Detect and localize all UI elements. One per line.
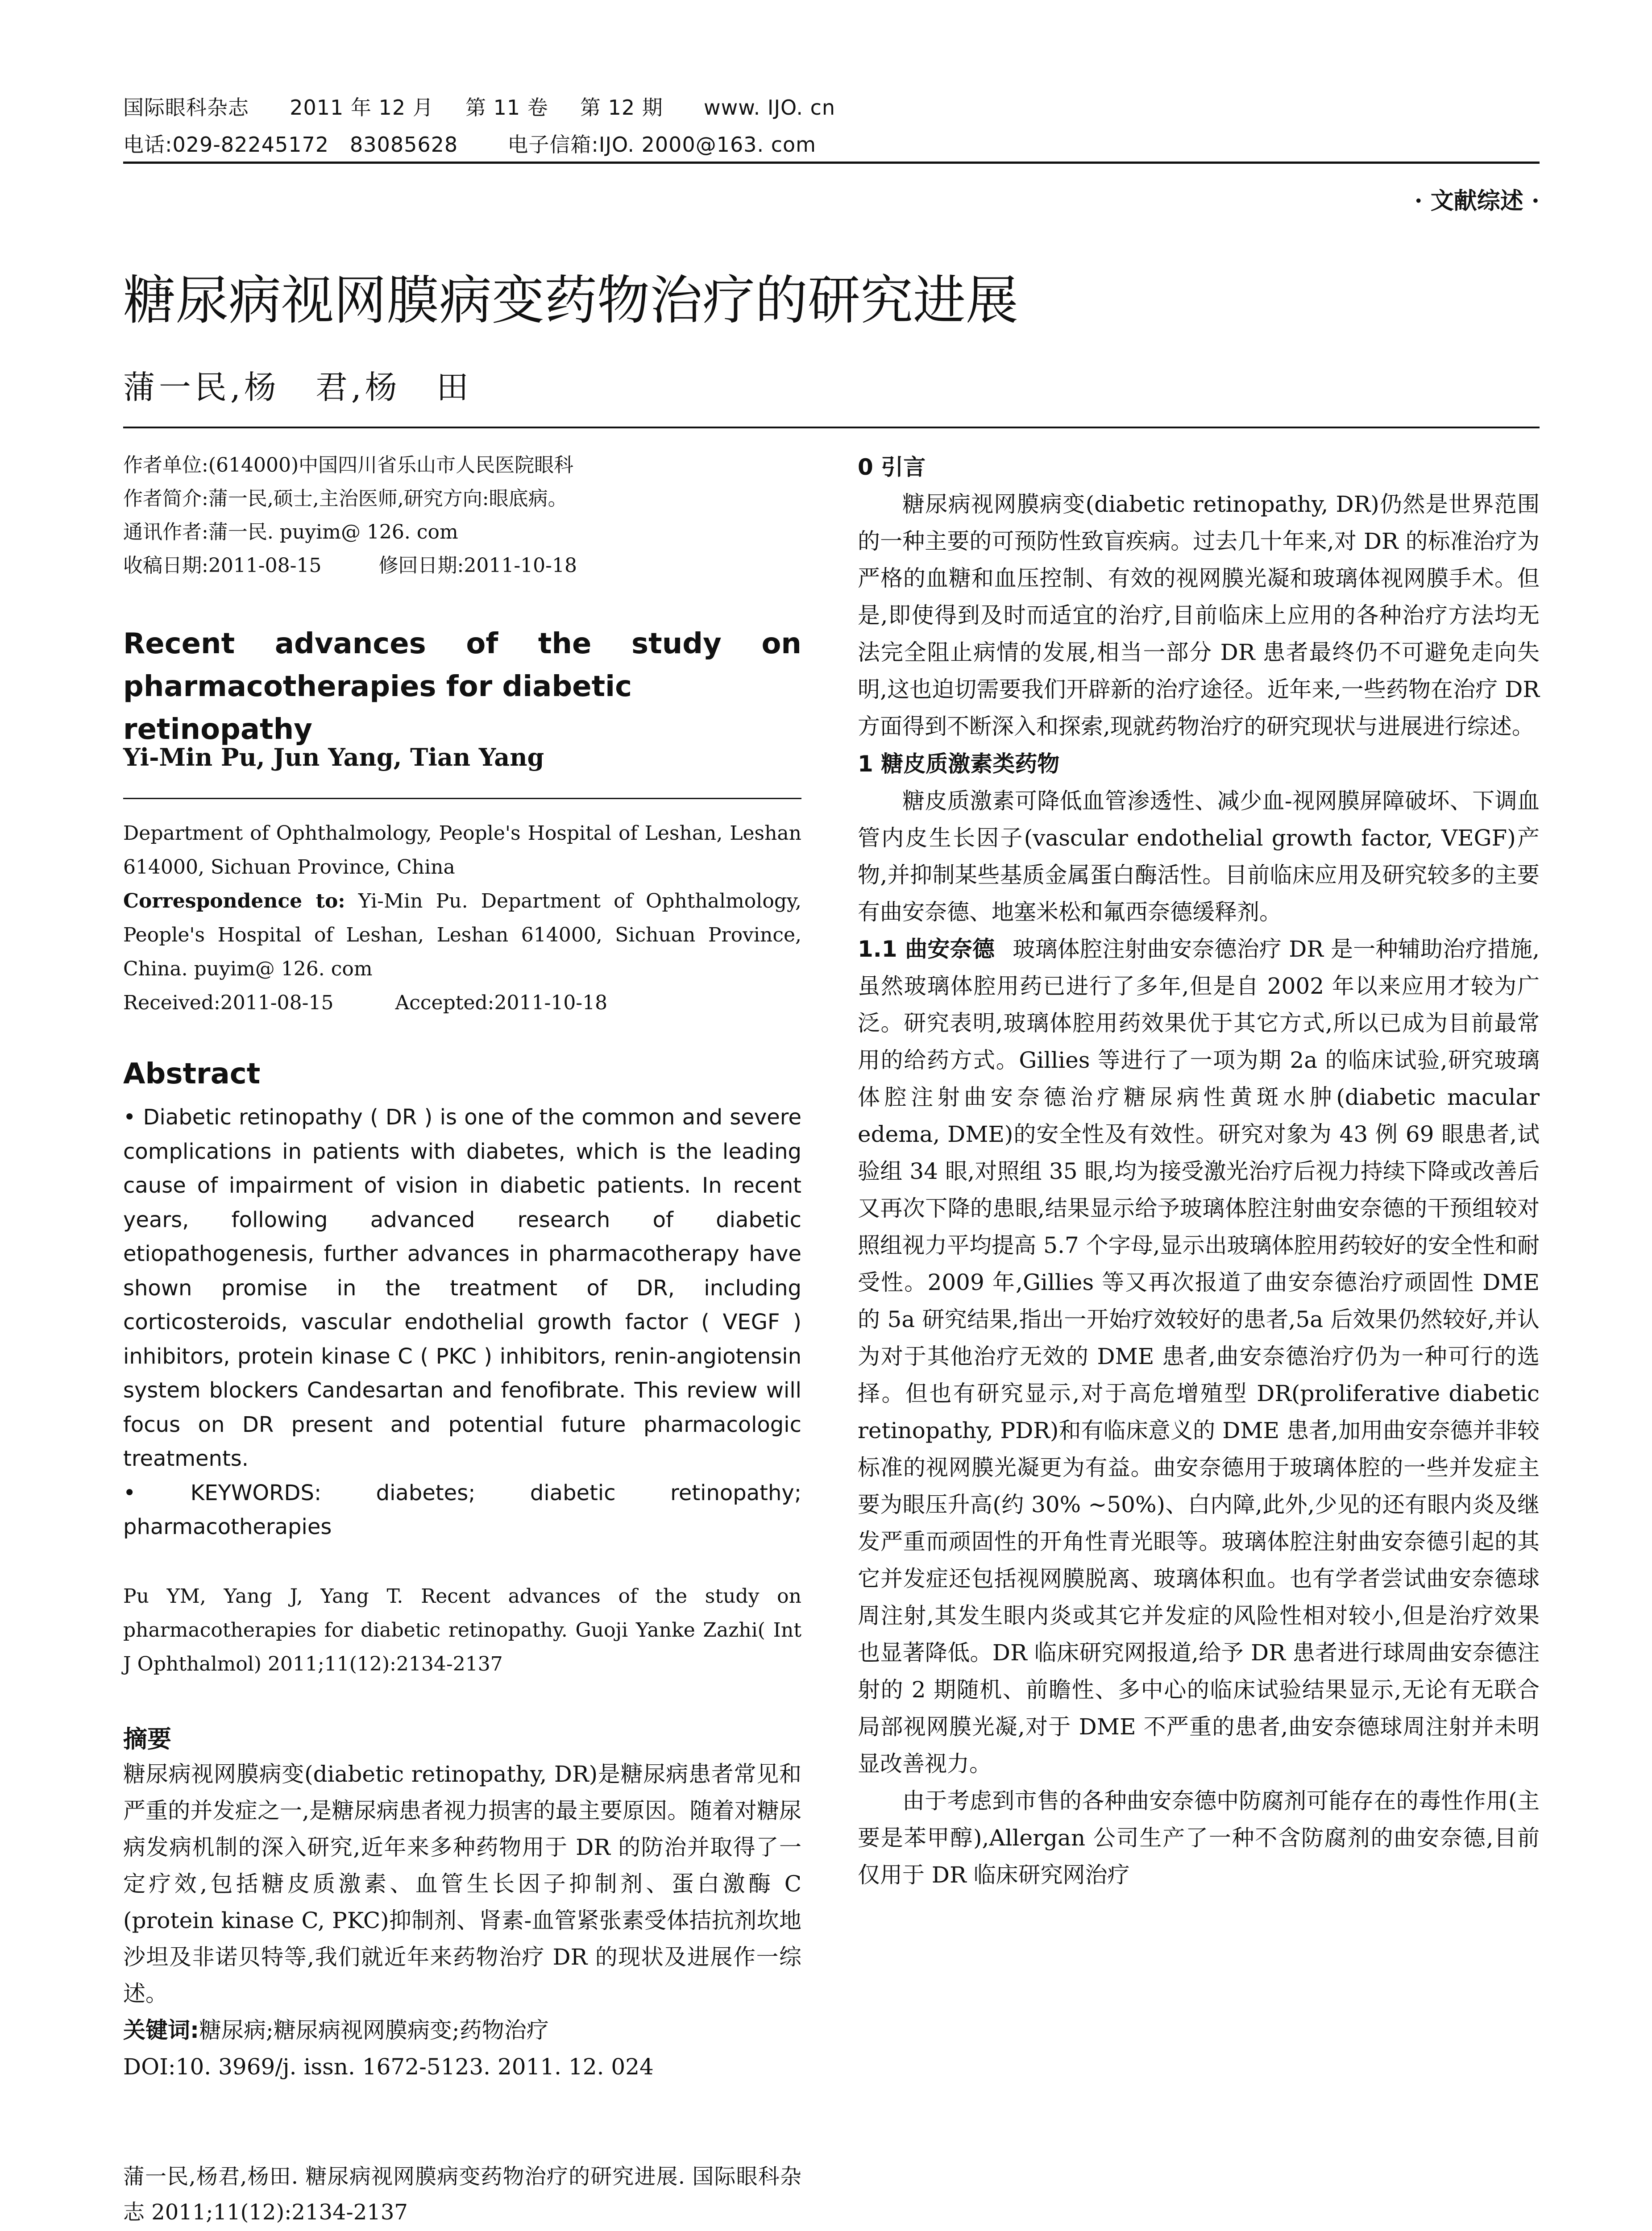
affiliation-block [123, 817, 801, 1020]
keywords-zh-text: 糖尿病;糖尿病视网膜病变;药物治疗 [199, 2017, 549, 2043]
abstract-zh [123, 1756, 801, 2085]
abstract-heading: Abstract [123, 1057, 261, 1091]
received-date-zh: 收稿日期:2011-08-15 [123, 554, 322, 577]
journal-website[interactable]: www. IJO. cn [704, 95, 836, 120]
abstract-zh-text: 糖尿病视网膜病变(diabetic retinopathy, DR)是糖尿病患者常见和严重的并发症之一,是糖尿病患者视力损害的最主要原因。随着对糖尿病发病机制的深入研究,近年来多种药物用于 DR 的防治并取得了一定疗效,包括糖皮质激素、血管生长因子抑制剂、蛋白激酶 C (protein kinase C, PKC)抑制剂、肾素-血管紧张素受体拮抗剂坎地沙坦及非诺贝特等,我们就近年来药物治疗 DR 的现状及进展作一综述。 [123, 1761, 801, 2007]
author-bio: 作者简介:蒲一民,硕士,主治医师,研究方向:眼底病。 [123, 487, 568, 510]
article-title-zh: 糖尿病视网膜病变药物治疗的研究进展 [123, 270, 1019, 331]
issue-date: 2011 年 12 月 [290, 95, 434, 120]
article-category: · 文献综述 · [1414, 187, 1540, 215]
header-rule [123, 162, 1540, 164]
article-title-en [123, 622, 801, 751]
revised-date-zh: 修回日期:2011-10-18 [378, 554, 577, 577]
intro-heading: 0 引言 [858, 454, 926, 480]
doi[interactable]: DOI:10. 3969/j. issn. 1672-5123. 2011. 12. 024 [123, 2054, 654, 2080]
keywords-zh [123, 2012, 801, 2049]
section-1-1-paragraph [858, 931, 1540, 1783]
title-en-line2: pharmacotherapies for diabetic retinopathy [123, 670, 632, 746]
section-1-1-heading: 1.1 曲安奈德 [858, 936, 995, 962]
authors-zh: 蒲一民,杨 君,杨 田 [123, 369, 472, 406]
citation-zh-text: 蒲一民,杨君,杨田. 糖尿病视网膜病变药物治疗的研究进展. 国际眼科杂志 2011;11(12):2134-2137 [123, 2164, 801, 2225]
author-unit: 作者单位:(614000)中国四川省乐山市人民医院眼科 [123, 454, 574, 477]
correspondence-text: Yi-Min Pu. Department of Ophthalmology, People's Hospital of Leshan, Leshan 614000, Sichuan Province, China. puyim@ 126. com [123, 890, 801, 980]
keywords-en: • KEYWORDS: diabetes; diabetic retinopathy; pharmacotherapies [123, 1480, 801, 1539]
affiliation-en: Department of Ophthalmology, People's Hospital of Leshan, Leshan 614000, Sichuan Province, China [123, 822, 801, 879]
accepted-date-en: Accepted:2011-10-18 [395, 991, 608, 1014]
title-en-line1: Recent advances of the study on [123, 627, 801, 660]
abstract-text: • Diabetic retinopathy ( DR ) is one of the common and severe complications in patients with diabetes, which is the leading cause of impairment of vision in diabetic patients. In recent years, following advanced research of diabetic etiopathogenesis, further advances in pharmacotherapy have shown promise in the treatment of DR, including corticosteroids, vascular endothelial growth factor ( VEGF ) inhibitors, protein kinase C ( PKC ) inhibitors, renin-angiotensin system blockers Candesartan and fenofibrate. This review will focus on DR present and potential future pharmacologic treatments. [123, 1105, 801, 1471]
section-1-1-text: 玻璃体腔注射曲安奈德治疗 DR 是一种辅助治疗措施,虽然玻璃体腔用药已进行了多年,但是自 2002 年以来应用才较为广泛。研究表明,玻璃体腔用药效果优于其它方式,所以已成为目前最常用的给药方式。Gillies 等进行了一项为期 2a 的临床试验,研究玻璃体腔注射曲安奈德治疗糖尿病性黄斑水肿(diabetic macular edema, DME)的安全性及有效性。研究对象为 43 例 69 眼患者,试验组 34 眼,对照组 35 眼,均为接受激光治疗后视力持续下降或改善后又再次下降的患眼,结果显示给予玻璃体腔注射曲安奈德的干预组较对照组视力平均提高 5.7 个字母,显示出玻璃体腔用药较好的安全性和耐受性。2009 年,Gillies 等又再次报道了曲安奈德治疗顽固性 DME 的 5a 研究结果,指出一开始疗效较好的患者,5a 后效果仍然较好,并认为对于其他治疗无效的 DME 患者,曲安奈德治疗仍为一种可行的选择。但也有研究显示,对于高危增殖型 DR(proliferative diabetic retinopathy, PDR)和有临床意义的 DME 患者,加用曲安奈德并非较标准的视网膜光凝更为有益。曲安奈德用于玻璃体腔的一些并发症主要为眼压升高(约 30% ~50%)、白内障,此外,少见的还有眼内炎及继发严重而顽固性的开角性青光眼等。玻璃体腔注射曲安奈德引起的其它并发症还包括视网膜脱离、玻璃体积血。也有学者尝试曲安奈德球周注射,其发生眼内炎或其它并发症的风险性相对较小,但是治疗效果也显著降低。DR 临床研究网报道,给予 DR 患者进行球周曲安奈德注射的 2 期随机、前瞻性、多中心的临床试验结果显示,无论有无联合局部视网膜光凝,对于 DME 不严重的患者,曲安奈德球周注射并未明显改善视力。 [858, 936, 1540, 1777]
correspondence-label: Correspondence to: [123, 890, 345, 912]
running-header-line1 [123, 91, 835, 121]
dates-zh [123, 549, 801, 582]
corresponding-author: 通讯作者:蒲一民. puyim@ 126. com [123, 521, 458, 543]
last-paragraph: 由于考虑到市售的各种曲安奈德中防腐剂可能存在的毒性作用(主要是苯甲醇),Allergan 公司生产了一种不含防腐剂的曲安奈德,目前仅用于 DR 临床研究网治疗 [858, 1788, 1540, 1888]
dates-en [123, 986, 801, 1020]
running-header-line2 [123, 129, 816, 158]
volume: 第 11 卷 [465, 95, 548, 120]
citation-zh [123, 2159, 801, 2230]
intro-paragraph: 糖尿病视网膜病变(diabetic retinopathy, DR)仍然是世界范围的一种主要的可预防性致盲疾病。过去几十年来,对 DR 的标准治疗为严格的血糖和血压控制、有效的视网膜光凝和玻璃体视网膜手术。但是,即使得到及时而适宜的治疗,目前临床上应用的各种治疗方法均无法完全阻止病情的发展,相当一部分 DR 患者最终仍不可避免走向失明,这也迫切需要我们开辟新的治疗途径。近年来,一些药物在治疗 DR 方面得到不断深入和探索,现就药物治疗的研究现状与进展进行综述。 [858, 491, 1540, 739]
title-rule [123, 427, 1540, 428]
citation-en-text: Pu YM, Yang J, Yang T. Recent advances of the study on pharmacotherapies for diabetic retinopathy. Guoji Yanke Zazhi( Int J Ophthalmol) 2011;11(12):2134-2137 [123, 1585, 801, 1675]
authors-en: Yi-Min Pu, Jun Yang, Tian Yang [123, 743, 544, 771]
journal-email[interactable]: 电子信箱:IJO. 2000@163. com [507, 133, 816, 157]
received-date-en: Received:2011-08-15 [123, 991, 334, 1014]
correspondence [123, 884, 801, 986]
citation-en [123, 1580, 801, 1681]
main-text [858, 448, 1540, 1894]
authors-en-rule [123, 798, 801, 799]
section-1-heading: 1 糖皮质激素类药物 [858, 751, 1060, 777]
keywords-zh-label: 关键词: [123, 2017, 199, 2043]
author-info [123, 448, 801, 582]
abstract-zh-heading: 摘要 [123, 1725, 171, 1753]
abstract-en [123, 1100, 801, 1544]
section-1-paragraph: 糖皮质激素可降低血管渗透性、减少血-视网膜屏障破坏、下调血管内皮生长因子(vascular endothelial growth factor, VEGF)产物,并抑制某些基质金属蛋白酶活性。目前临床应用及研究较多的主要有曲安奈德、地塞米松和氟西奈德缓释剂。 [858, 788, 1540, 925]
issue: 第 12 期 [580, 95, 663, 120]
journal-phone: 电话:029-82245172 83085628 [123, 133, 458, 157]
journal-name: 国际眼科杂志 [123, 95, 249, 120]
